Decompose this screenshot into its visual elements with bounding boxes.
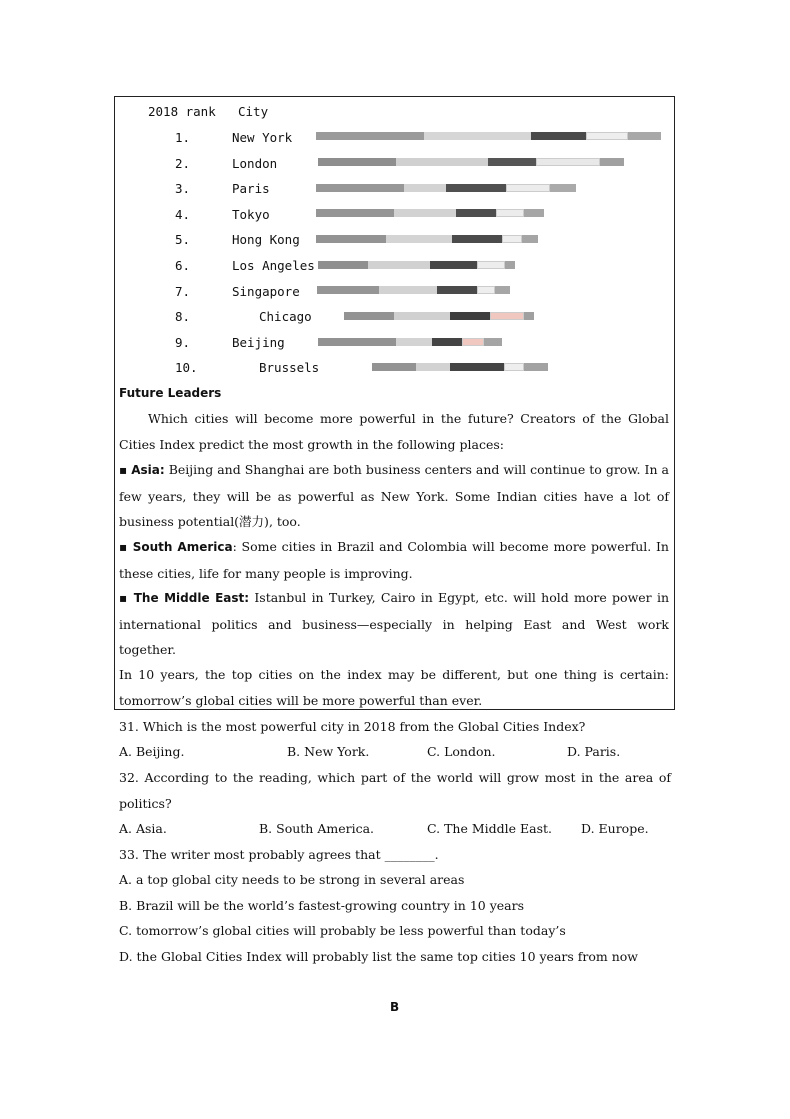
rank-number: 7. [175,284,191,299]
option-a: A. a top global city needs to be strong in several areas [119,872,465,887]
option-d: D. Paris. [567,744,621,759]
score-bar [318,338,502,346]
score-bar [316,184,576,192]
middle-east-text: Istanbul in Turkey, Cairo in Egypt, etc. will hold more power in international politics and business—especially in helping East and West work together. [119,590,669,657]
score-bar [318,261,515,269]
conclusion-paragraph: In 10 years, the top cities on the index may be different, but one thing is certain: tomorrow’s global cities will be more powerful than ever. [119,667,669,708]
rank-number: 3. [175,181,191,196]
city-name: London [232,156,278,171]
score-bar [317,286,510,294]
city-name: Brussels [259,360,320,375]
option-a: A. Beijing. [119,744,185,759]
city-name: Singapore [232,284,300,299]
city-name: Hong Kong [232,232,300,247]
city-name: Chicago [259,309,312,324]
middle-east-bullet [119,585,669,663]
score-bar [316,235,538,243]
city-name: New York [232,130,293,145]
option-c: C. tomorrow’s global cities will probably be less powerful than today’s [119,923,566,938]
intro-paragraph: Which cities will become more powerful in the future? Creators of the Global Cities Index predict the most growth in the following places: [119,411,669,452]
asia-bullet [119,457,669,535]
south-america-label: South America [132,540,233,554]
option-b: B. South America. [259,821,374,836]
city-name: Los Angeles [232,258,315,273]
south-america-text: : Some cities in Brazil and Colombia will become more powerful. In these cities, life for many people is improving. [119,539,669,581]
option-d: D. Europe. [581,821,649,836]
section-label: B [390,1000,400,1014]
question-33: 33. The writer most probably agrees that ________. [119,847,439,862]
option-d: D. the Global Cities Index will probably list the same top cities 10 years from now [119,949,638,964]
asia-label: Asia: [131,463,165,477]
col-header-city: City [238,104,269,119]
question-31: 31. Which is the most powerful city in 2018 from the Global Cities Index? [119,719,586,734]
south-america-bullet [119,534,669,586]
rank-number: 9. [175,335,191,350]
rank-number: 4. [175,207,191,222]
score-bar [318,158,624,166]
option-c: C. The Middle East. [427,821,552,836]
bullet-icon: ▪ [119,540,128,554]
rank-number: 2. [175,156,191,171]
rank-number: 8. [175,309,191,324]
city-name: Paris [232,181,270,196]
bullet-icon: ▪ [119,463,128,477]
asia-text: Beijing and Shanghai are both business centers and will continue to grow. In a few years, they will be as powerful as New York. Some Indian cities have a lot of business potential(潜力), too. [119,462,669,529]
question-32: 32. According to the reading, which part of the world will grow most in the area of politics? [119,770,671,811]
rank-number: 1. [175,130,191,145]
col-header-rank: 2018 rank [148,104,216,119]
option-a: A. Asia. [119,821,167,836]
score-bar [344,312,534,320]
section-heading: Future Leaders [119,386,222,400]
option-b: B. Brazil will be the world’s fastest-growing country in 10 years [119,898,525,913]
middle-east-label: The Middle East: [133,591,250,605]
option-b: B. New York. [287,744,370,759]
city-name: Tokyo [232,207,270,222]
bullet-icon: ▪ [119,591,129,605]
city-name: Beijing [232,335,285,350]
rank-number: 6. [175,258,191,273]
score-bar [316,132,661,140]
option-c: C. London. [427,744,496,759]
score-bar [316,209,544,217]
rank-number: 10. [175,360,198,375]
rank-number: 5. [175,232,191,247]
score-bar [372,363,548,371]
